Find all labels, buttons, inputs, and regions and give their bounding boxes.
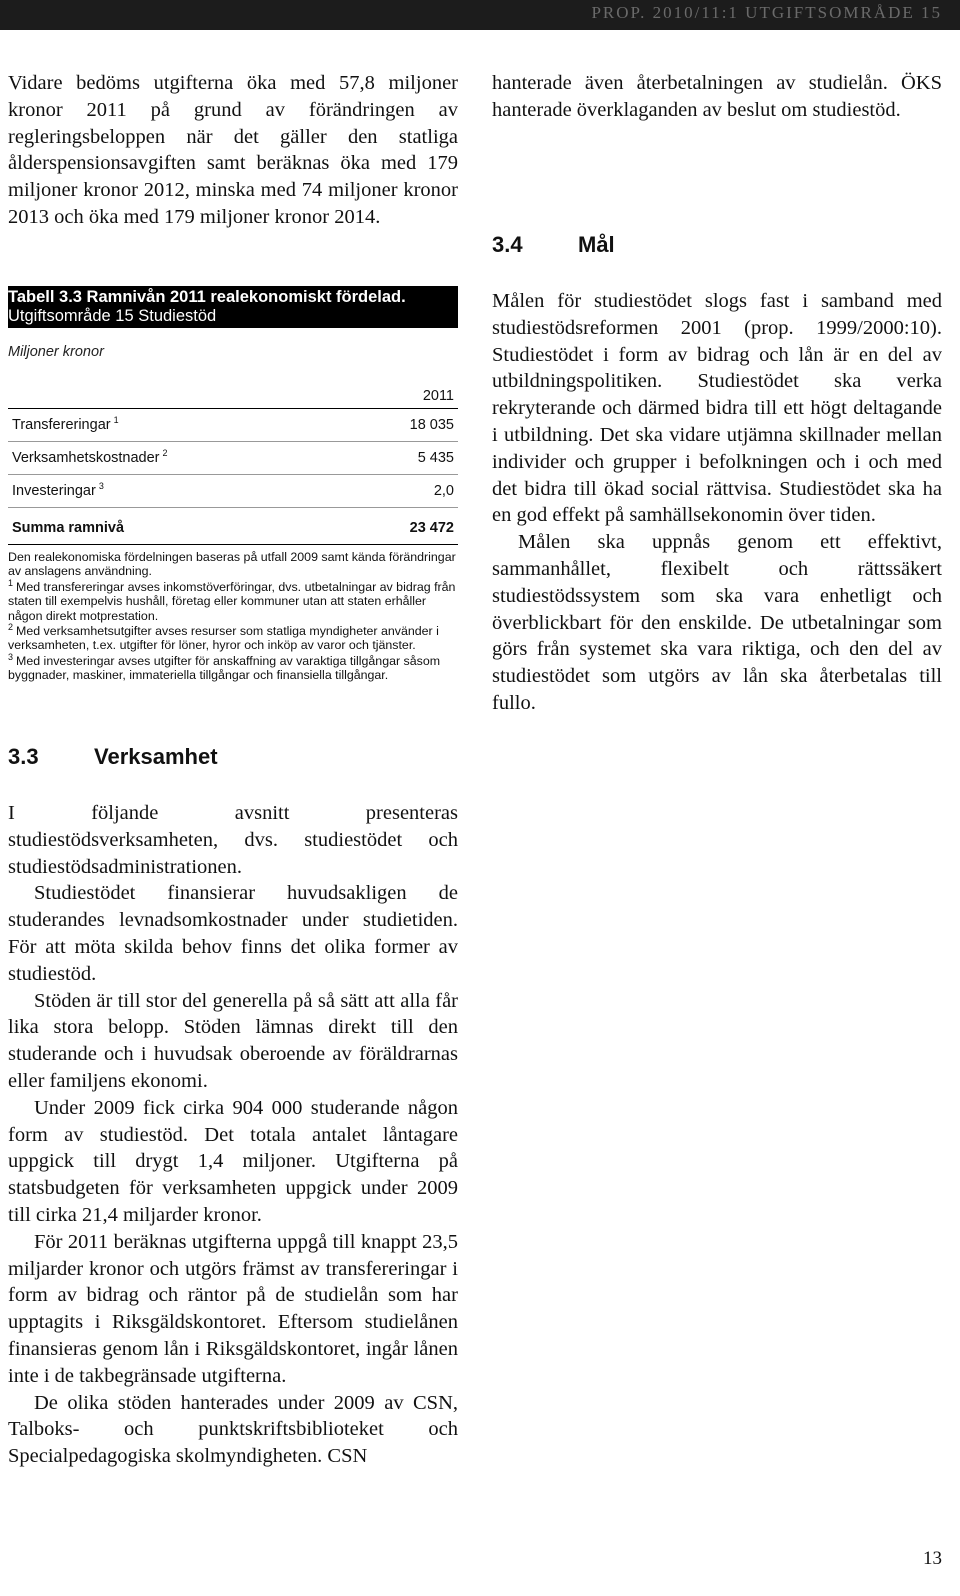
continuation-paragraph: hanterade även återbetalningen av studielån. ÖKS hanterade överklaganden av beslut om studiestöd. — [492, 72, 942, 121]
table-row — [8, 475, 458, 508]
paragraph: Målen för studiestödet slogs fast i samband med studiestödsreformen 2001 (prop. 1999/2000:10). Studiestödet i form av bidrag och lån är en del av utbildningspolitiken. Studiestödet ska verka rekryterande och därmed bidra till ett högt deltagande i utbildning. Det ska vidare utjämna skillnader mellan individer och grupper i befolkningen och i och med det bidra till ökad social rättvisa. Studiestödet ska ha en god effekt på samhällsekonomin över tiden. — [492, 290, 942, 527]
table-subtitle: Utgiftsområde 15 Studiestöd — [8, 307, 217, 325]
paragraph: Studiestödet finansierar huvudsakligen de studerandes levnadsomkostnader under studietiden. För att möta skilda behov finns det olika former av studiestöd. — [8, 882, 458, 985]
budget-table — [8, 286, 458, 684]
table-unit: Miljoner kronor — [8, 344, 104, 360]
table-row — [8, 409, 458, 442]
row-label: Verksamhetskostnader $^2$ — [12, 448, 168, 466]
table-footnotes — [8, 550, 458, 683]
right-column — [492, 70, 942, 124]
section-34-body — [492, 288, 942, 717]
row-label: Transfereringar $^1$ — [12, 415, 119, 433]
table-year-header: 2011 — [422, 388, 454, 404]
row-label: Investeringar $^3$ — [12, 481, 104, 499]
footnote-intro: Den realekonomiska fördelningen baseras på utfall 2009 samt kända förändringar av anslagens användning. — [8, 550, 456, 579]
row-value: 2,0 — [433, 483, 454, 499]
section-heading-verksamhet — [8, 744, 218, 770]
section-title: Mål — [578, 232, 615, 257]
running-header — [0, 0, 960, 30]
table-title: Tabell 3.3 Ramnivån 2011 realekonomiskt fördelad. — [8, 288, 406, 306]
table-caption — [8, 286, 458, 328]
row-value: 5 435 — [417, 450, 454, 466]
section-number: 3.4 — [492, 232, 523, 257]
table-row — [8, 442, 458, 475]
section-title: Verksamhet — [94, 744, 218, 769]
footnote: $^2$ Med verksamhetsutgifter avses resurser som statliga myndigheter använder i verksamheten, t.ex. utgifter för löner, hyror och inköp av varor och tjänster. — [8, 621, 439, 653]
row-value: 18 035 — [409, 417, 454, 433]
left-column — [8, 70, 458, 231]
paragraph: De olika stöden hanterades under 2009 av CSN, Talboks- och punktskriftsbiblioteket och Specialpedagogiska skolmyndigheten. CSN — [8, 1391, 458, 1468]
table-header-row — [8, 388, 458, 409]
table-total-row — [8, 508, 458, 545]
section-heading-mal — [492, 232, 615, 258]
total-label: Summa ramnivå — [12, 520, 125, 536]
page-number: 13 — [923, 1548, 942, 1569]
paragraph: I följande avsnitt presenteras studiestödsverksamheten, dvs. studiestödet och studiestödsadministrationen. — [8, 802, 458, 878]
paragraph: Stöden är till stor del generella på så sätt att alla får lika stora belopp. Stöden lämnas direkt till den studerande och i huvudsak oberoende av föräldrarnas eller familjens ekonomi. — [8, 989, 458, 1092]
footnote: $^1$ Med transfereringar avses inkomstöverföringar, dvs. utbetalningar av bidrag från staten till exempelvis hushåll, företag eller kommuner utan att staten erhåller någon direkt motprestation. — [8, 577, 456, 623]
paragraph: För 2011 beräknas utgifterna uppgå till knappt 23,5 miljarder kronor och utgörs främst av transfereringar i form av bidrag och räntor på de studielån som har upptagits i Riksgäldskontoret. Eftersom studielånen finansieras genom lån i Riksgäldskontoret, ingår lånen inte i de takbegränsade utgifterna. — [8, 1230, 458, 1387]
paragraph: Under 2009 fick cirka 904 000 studerande någon form av studiestöd. Det totala antalet låntagare uppgick till drygt 1,4 miljoner. Utgifterna på statsbudgeten för verksamheten uppgick under 2009 till cirka 21,4 miljarder kronor. — [8, 1096, 458, 1226]
total-value: 23 472 — [409, 520, 454, 536]
footnote: $^3$ Med investeringar avses utgifter för anskaffning av varaktiga tillgångar såsom byggnader, maskiner, immateriella tillgångar och finansiella tillgångar. — [8, 651, 441, 683]
section-number: 3.3 — [8, 744, 39, 769]
section-33-body — [8, 800, 458, 1470]
paragraph: Målen ska uppnås genom ett effektivt, sammanhållet, flexibelt och rättssäkert studiestödssystem som ska vara enhetligt och överblickbart för den enskilde. De utbetalningar som görs från systemet ska vara riktiga, och den del av studiestödet som utgörs av lån ska återbetalas till fullo. — [492, 531, 942, 714]
intro-paragraph: Vidare bedöms utgifterna öka med 57,8 miljoner kronor 2011 på grund av förändringen av regleringsbeloppen när det gäller den statliga ålderspensionsavgiften samt beräknas öka med 179 miljoner kronor 2012, minska med 74 miljoner kronor 2013 och öka med 179 miljoner kronor 2014. — [8, 72, 458, 228]
running-header-title: PROP. 2010/11:1 UTGIFTSOMRÅDE 15 — [591, 3, 942, 22]
